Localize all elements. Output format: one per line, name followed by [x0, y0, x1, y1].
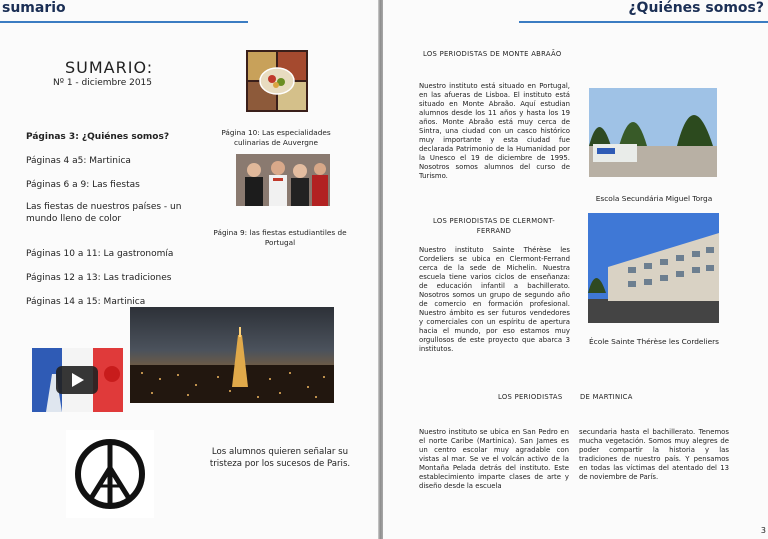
food-collage-image — [246, 50, 308, 112]
toc-item-tradiciones: Páginas 12 a 13: Las tradiciones — [26, 273, 172, 283]
heading-monte-abraao: LOS PERIODISTAS DE MONTE ABRAÃO — [423, 50, 562, 58]
left-page — [0, 0, 378, 539]
fiestas-photo-graphic — [236, 154, 330, 206]
paris-night-photo — [130, 307, 334, 403]
text-martinica-col1: Nuestro instituto se ubica en San Pedro en el norte Caribe (Martinica). San James es un centro escolar muy agradable con vistas al mar. Se ve el volcán activo de la Montaña Pelada detrás del instituto. Este establecimiento imparte clases de arte y diseño desde la escuela — [419, 428, 569, 490]
text-clermont: Nuestro instituto Sainte Thérèse les Cordeliers se ubica en Clermont-Ferrand cerca de la sede de Michelin. Nuestra escuela tiene varios ciclos de enseñanza: de educación infantil a bachillerato. Nosotros somos un grupo de segundo año de comercio en formación profesional. Nuestro ámbito es ser futuros vendedores y comerciales con un espíritu de apertura hacia el mundo, por eso estamos muy orgullosos de este proyecto que abarca 3 institutos. — [419, 246, 570, 353]
page-number: 3 — [760, 526, 766, 535]
section-title-sumario: sumario — [2, 0, 66, 16]
caption-miguel-torga: Escola Secundária Miguel Torga — [595, 194, 713, 203]
toc-item-gastronomia: Páginas 10 a 11: La gastronomía — [26, 249, 174, 259]
caption-fiestas: Página 9: las fiestas estudiantiles de Portugal — [213, 228, 347, 247]
header-rule — [0, 21, 248, 23]
play-button[interactable] — [56, 366, 98, 394]
paris-night-graphic — [130, 307, 334, 403]
text-monte-abraao: Nuestro instituto está situado en Portugal, en las afueras de Lisboa. El instituto está situado en Monte Abraão. Aquí estudian alumnos desde los 11 años y hasta los 19 años. Monte Abraão está muy cerca de Sintra, una ciudad con un casco histórico muy importante y esta ciudad fue declarada Patrimonio de la Humanidad por la Unesco el 19 de diciembre de 1995. Nosotros somos alumnos del curso de Turismo. — [419, 82, 570, 180]
heading-martinica-a: LOS PERIODISTAS — [498, 393, 563, 401]
caption-food: Página 10: Las especialidades culinarias de Auvergne — [221, 128, 331, 147]
heading-martinica-b: DE MARTINICA — [580, 393, 633, 401]
text-martinica-col2: secundaria hasta el bachillerato. Tenemos mucha vegetación. Somos muy alegres de poder compartir la historia y las tradiciones de nuestro país. Y pensamos en todas las víctimas del atentado del 13 de noviembre de París. — [579, 428, 729, 481]
peace-eiffel-icon — [66, 430, 154, 518]
fiestas-photo — [236, 154, 330, 206]
heading-clermont: LOS PERIODISTAS DE CLERMONT-FERRAND — [432, 217, 556, 235]
photo-miguel-torga — [589, 88, 717, 177]
toc-item-martinica: Páginas 4 a5: Martinica — [26, 156, 131, 166]
food-collage-graphic — [246, 50, 308, 112]
mourning-message: Los alumnos quieren señalar su tristeza por los sucesos de Paris. — [209, 447, 351, 469]
header-rule-right — [519, 21, 768, 23]
toc-item-martinica-2: Páginas 14 a 15: Martinica — [26, 297, 146, 307]
photo-sainte-therese-graphic — [588, 213, 719, 323]
photo-miguel-torga-graphic — [589, 88, 717, 177]
sumario-heading: SUMARIO: — [65, 58, 154, 77]
france-flag-video[interactable] — [32, 348, 123, 412]
toc-item-fiestas: Páginas 6 a 9: Las fiestas — [26, 180, 140, 190]
right-page — [383, 0, 768, 539]
section-title-quienes: ¿Quiénes somos? — [628, 0, 764, 16]
play-icon — [72, 373, 84, 387]
caption-sainte-therese: École Sainte Thérèse les Cordeliers — [588, 337, 720, 346]
toc-item-fiestas-paises: Las fiestas de nuestros países - un mundo lleno de color — [26, 202, 182, 224]
issue-number: Nº 1 - diciembre 2015 — [53, 78, 153, 88]
photo-sainte-therese — [588, 213, 719, 323]
toc-item-quienes: Páginas 3: ¿Quiénes somos? — [26, 132, 170, 142]
peace-for-paris-image — [66, 430, 154, 518]
